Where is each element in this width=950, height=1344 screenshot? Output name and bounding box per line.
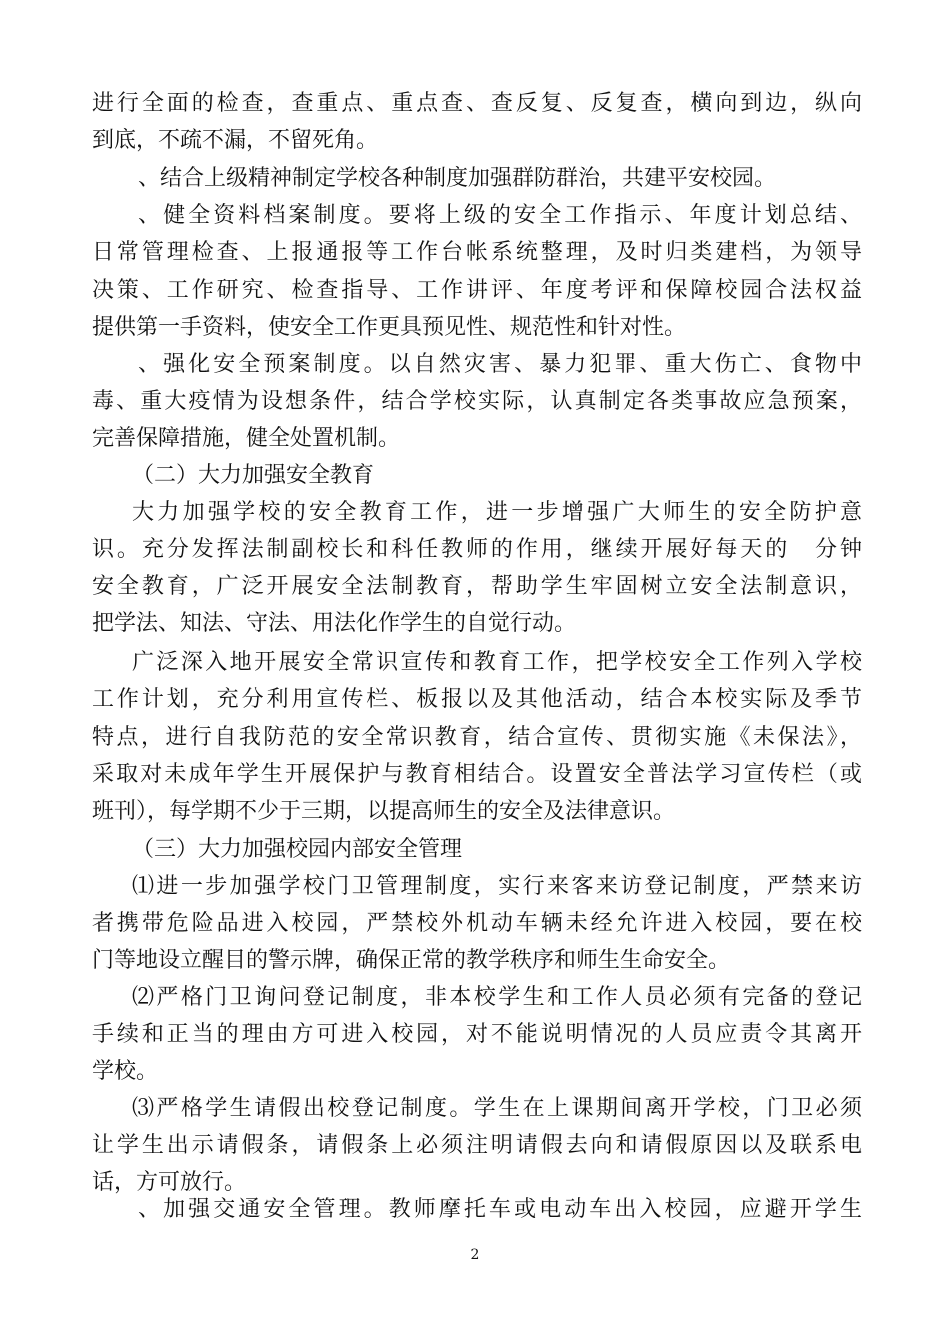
text-line: 让学生出示请假条，请假条上必须注明请假去向和请假原因以及联系电 xyxy=(92,1133,862,1158)
text-line: 广泛深入地开展安全常识宣传和教育工作，把学校安全工作列入学校 xyxy=(132,650,862,675)
text-line: 把学法、知法、守法、用法化作学生的自觉行动。 xyxy=(92,611,577,636)
text-line: 手续和正当的理由方可进入校园，对不能说明情况的人员应责令其离开 xyxy=(92,1022,862,1047)
text-line: 决策、工作研究、检查指导、工作讲评、年度考评和保障校园合法权益 xyxy=(92,278,862,303)
text-line: 到底，不疏不漏，不留死角。 xyxy=(92,128,379,153)
text-line: 进行全面的检查，查重点、重点查、查反复、反复查，横向到边，纵向 xyxy=(92,91,862,116)
text-line: 学校。 xyxy=(92,1059,159,1084)
text-line: 话，方可放行。 xyxy=(92,1170,247,1195)
text-line: 特点，进行自我防范的安全常识教育，结合宣传、贯彻实施《未保法》， xyxy=(92,725,862,750)
text-line: 识。充分发挥法制副校长和科任教师的作用，继续开展好每天的 分钟 xyxy=(92,537,862,562)
text-line: 、结合上级精神制定学校各种制度加强群防群治，共建平安校园。 xyxy=(138,166,777,191)
text-line: 、加强交通安全管理。教师摩托车或电动车出入校园，应避开学生 xyxy=(138,1197,862,1222)
text-line: 日常管理检查、上报通报等工作台帐系统整理，及时归类建档，为领导 xyxy=(92,240,862,265)
text-line: 者携带危险品进入校园，严禁校外机动车辆未经允许进入校园，要在校 xyxy=(92,911,862,936)
text-line: 提供第一手资料，使安全工作更具预见性、规范性和针对性。 xyxy=(92,315,687,340)
page-number: 2 xyxy=(470,1247,480,1263)
text-line: 工作计划，充分利用宣传栏、板报以及其他活动，结合本校实际及季节 xyxy=(92,687,862,712)
text-line: 、健全资料档案制度。要将上级的安全工作指示、年度计划总结、 xyxy=(138,203,862,228)
text-line: 安全教育，广泛开展安全法制教育，帮助学生牢固树立安全法制意识， xyxy=(92,574,862,599)
text-line: ⑵严格门卫询问登记制度，非本校学生和工作人员必须有完备的登记 xyxy=(132,985,862,1010)
text-line: 班刊），每学期不少于三期，以提高师生的安全及法律意识。 xyxy=(92,799,676,824)
text-line: 采取对未成年学生开展保护与教育相结合。设置安全普法学习宣传栏（或 xyxy=(92,762,862,787)
text-line: 毒、重大疫情为设想条件，结合学校实际，认真制定各类事故应急预案， xyxy=(92,389,862,414)
text-line: ⑶严格学生请假出校登记制度。学生在上课期间离开学校，门卫必须 xyxy=(132,1096,862,1121)
text-line: 大力加强学校的安全教育工作，进一步增强广大师生的安全防护意 xyxy=(132,500,862,525)
text-line: 、强化安全预案制度。以自然灾害、暴力犯罪、重大伤亡、食物中 xyxy=(138,352,862,377)
text-line: ⑴进一步加强学校门卫管理制度，实行来客来访登记制度，严禁来访 xyxy=(132,874,862,899)
section-heading: （二）大力加强安全教育 xyxy=(132,463,375,488)
section-heading: （三）大力加强校园内部安全管理 xyxy=(132,837,463,862)
text-line: 门等地设立醒目的警示牌，确保正常的教学秩序和师生生命安全。 xyxy=(92,948,731,973)
text-line: 完善保障措施，健全处置机制。 xyxy=(92,426,401,451)
